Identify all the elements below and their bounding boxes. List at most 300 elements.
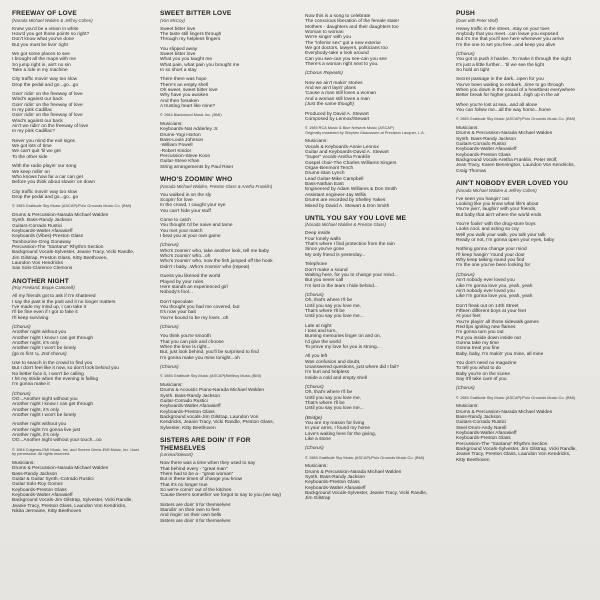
stanza	[160, 218, 287, 239]
lyric-line: Standin' on their own to feet	[160, 507, 220, 513]
lyric-line: The taste still lingers through	[160, 31, 222, 37]
lyric-line: You are my reason for living	[305, 421, 365, 427]
lyric-line: There's a woman right next to you.	[305, 62, 379, 68]
song-block	[160, 10, 287, 170]
stanza	[160, 193, 287, 214]
lyric-line: Baby, baby, I'm makin' you mine, all mine	[456, 351, 544, 357]
lyric-line: A trusting heart like mine?	[160, 104, 216, 110]
lyric-line: Ready or not, I'm gonna open your eyes, baby	[456, 238, 555, 244]
lyric-line: The conscious liberation of the female state!	[305, 19, 399, 25]
musician-line: Bass-Louis Johnson	[160, 138, 204, 144]
stanza	[456, 197, 583, 218]
musician-line: Keyboards-Walter Afanasieff	[305, 485, 366, 491]
song-block	[305, 14, 432, 209]
musician-line: Drums-Yogi Horton	[160, 132, 201, 138]
lyric-line: But you never call	[305, 278, 344, 284]
lyric-line: The "inferior sex" got a new exterior	[305, 40, 381, 46]
lyric-line: We got doctors, lawyers, politicians too	[305, 46, 388, 52]
lyric-line: And we ain't layin' plans	[305, 86, 356, 92]
songwriter-credit: (Van McCoy)	[160, 17, 185, 23]
lyric-line: There there was hope	[160, 77, 207, 83]
musician-line: Drums & Acoustic Piano-Narada Michael Walden	[160, 388, 265, 394]
musician-line: Keyboards-Walter Afanasieff	[456, 431, 517, 436]
lyric-line: You're foolin' with the drug-store boys	[456, 222, 536, 228]
lyric-line: You can follow me...all the way home...home	[456, 108, 551, 114]
lyric-line: Composed by Lennox/Stewart	[305, 116, 370, 122]
lyric-line: In the crowd, I caught your eye	[160, 203, 226, 209]
lyric-line: Everybody-take a look around	[305, 51, 369, 57]
musician-line: Synth. Bass-Randy Jackson	[160, 393, 220, 399]
stanza	[160, 47, 287, 74]
stanza	[12, 164, 139, 185]
lyric-line: Before you think about slowin' on down	[12, 180, 96, 186]
lyric-line: How'd you get those points so right?	[12, 31, 90, 37]
lyric-line: Goin' ridin' on the freeway of love	[12, 92, 83, 98]
lyric-line: We're singin' with you	[305, 35, 352, 41]
song-title: ANOTHER NIGHT	[12, 277, 69, 285]
lyric-line: (Chorus Repeats)	[305, 71, 343, 77]
lyric-line: You slipped away	[160, 46, 198, 52]
song-title: SISTERS ARE DOIN' IT FOR THEMSELVES	[160, 437, 251, 452]
lyric-line: (Bridge)	[305, 415, 323, 421]
musician-line: Drums-Stan Lynch	[305, 171, 345, 177]
lyric-line: Drop the pedal and go...go...go	[12, 194, 79, 200]
lyric-line: All my friends got to ask if I'm shattered	[12, 294, 96, 300]
lyric-line: Another night I'm gonna live just	[12, 427, 81, 433]
stanza	[305, 112, 432, 123]
lyric-line: You've been waiting to embark...time to go through	[456, 82, 564, 88]
lyric-line: Use to search in the crowd to find you	[12, 360, 93, 366]
musician-line: Jim Gilstrap	[305, 496, 331, 502]
lyric-line: Waiting here, for you to change your mind...	[305, 272, 398, 278]
lyric-line: Woman to woman	[305, 30, 344, 36]
copyright-notice	[456, 396, 583, 401]
lyric-line: Was confusion and doubt,	[305, 359, 361, 365]
song-block	[305, 215, 432, 502]
musician-line: Background vocals-Jim Gilstrap, Laundon Von	[160, 414, 259, 420]
musician-line: Jeanie Tracy, Preston Glass, Laundon Von Kendricks,	[456, 452, 571, 458]
lyric-line: Better break for higher ground...high up in the air	[456, 93, 560, 99]
lyric-line: City traffic movin' way too slow	[12, 189, 78, 195]
lyric-line: Guess you likened the world	[160, 274, 221, 280]
stanza	[456, 27, 583, 48]
lyric-line: With the radio playin' our song	[12, 164, 77, 170]
musician-credits	[12, 213, 139, 272]
lyric-line: Another night I won't be lonely	[12, 346, 77, 352]
lyric-line: Sisters are doin' it for themselves	[160, 502, 231, 508]
stanza	[305, 14, 432, 67]
copyright-notice	[160, 113, 287, 118]
lyric-line: Don't speculate	[160, 299, 193, 305]
musician-line: Keyboards-Walter Afanasieff	[12, 493, 73, 499]
song-block	[12, 10, 139, 272]
lyric-line: There had to be a - "great woman"	[160, 471, 234, 477]
lyric-line: When you down in the sound of a heartbeat everywhere	[456, 88, 575, 94]
lyric-line: (Chorus)	[456, 51, 475, 57]
lyric-line: Goin' ridin' on the freeway of love	[12, 113, 83, 119]
lyric-line: I'm gonna make you mine tonight...oh	[160, 355, 240, 361]
lyric-line: Come to catch	[160, 218, 191, 224]
copyright-line: © 1985 RCA Music & Blue Network Music (ASCAP)	[305, 125, 394, 131]
lyric-line: Telephone	[305, 262, 328, 268]
musician-line: Background Vocals-Sylvester, Jeanie Tracy, Vicki Randle,	[305, 491, 428, 497]
musician-line: Background Vocals-Jim Gilstrap, Sylvester, Vicki Randle,	[12, 498, 133, 504]
song-title: UNTIL YOU SAY YOU LOVE ME	[305, 214, 407, 222]
musician-line: Mixed by David A. Stewart & Don Smith	[305, 203, 390, 209]
musician-line: Drums & Percussion-Narada Michael Walden	[456, 131, 553, 137]
copyright-line: © 1985 Gratitude Sky Music (ASCAP)/Polo Grounds Music Co. (BMI)	[305, 454, 425, 460]
lyric-line: Played by your rules	[160, 279, 204, 285]
stanza	[305, 354, 432, 381]
lyric-line: Don't know what you've done	[12, 37, 75, 43]
lyric-line: Wind's against our back	[12, 118, 63, 124]
musician-line: Synth. Bass-Randy Jackson	[456, 136, 516, 142]
musician-line: Nikita Jermaine, Kitty Beethoven	[12, 509, 82, 515]
stanza	[12, 92, 139, 135]
lyric-line: Sisters are doin' it for themselves	[160, 518, 231, 524]
lyric-line: (Chorus)	[160, 364, 179, 370]
lyric-line: At your feet	[456, 314, 481, 320]
lyric-line: You walked in on the sly	[160, 192, 212, 198]
lyric-line: I beat you at your own game	[160, 234, 221, 240]
copyright-notice	[160, 374, 287, 379]
lyric-line: Mothers - daughters and their daughters too	[305, 24, 399, 30]
lyric-line: Like I'm gonna love you, yeah, yeah	[456, 283, 533, 289]
musician-line: Synth. Bass-Randy Jackson	[12, 218, 72, 224]
lyric-line: Inside a cold and empty shell	[305, 375, 367, 381]
copyright-line: © 1985 Gratitude Sky Music (ASCAP)/Polo Grounds Music Co. (BMI)	[12, 203, 132, 209]
musician-line: Laundon Von Hendricks	[12, 260, 63, 266]
lyric-line: When the time is right...	[160, 344, 211, 350]
musician-line: Guitar Solo-Roy Gomez	[12, 482, 63, 488]
lyric-line: That's where I'll be	[305, 401, 345, 407]
lyric-line: I've made my mind up, I can take it	[12, 304, 86, 310]
lyric-line: Wind's against our back	[12, 97, 63, 103]
stanza	[305, 231, 432, 258]
column-2	[160, 10, 287, 595]
musician-line: Musicians:	[456, 126, 479, 131]
lyric-line: What you you taught me	[160, 57, 212, 63]
lyric-line: There's an empty shell	[160, 82, 209, 88]
musician-line: Tambourine-Greg Gonaway	[12, 239, 71, 245]
lyric-line: Through my helpless fingers	[160, 37, 221, 43]
musician-line: Guitar & Guitar Synth.-Corrado Rustici	[12, 477, 94, 482]
lyric-line: And then forsaken	[160, 98, 199, 104]
lyric-line: Produced by David A. Stewart	[305, 111, 369, 117]
lyric-line: We got lots of time	[12, 144, 52, 150]
musician-line: Background Vocals-Aretha Franklin, Peter Wolf,	[456, 158, 558, 164]
lyric-line: Until you say you love me...	[305, 314, 364, 320]
song-block	[12, 278, 139, 515]
musician-line: Bass-Nathan East	[305, 182, 344, 188]
song-title: FREEWAY OF LOVE	[12, 10, 77, 17]
musician-line: Keyboards-Nat Adderley Jr.	[160, 127, 219, 133]
musician-line: Background Vocals-Sylvester, Jeanie Tracy, Vicki Randle,	[12, 250, 135, 256]
lyric-line: (go to first ¼, 2nd chorus)	[12, 351, 67, 357]
lyric-line: Sweet bitter love	[160, 26, 196, 32]
lyric-line: In my pink Cadillac	[12, 108, 53, 114]
musician-line: Musicians:	[305, 139, 328, 145]
songwriter-credit: (Narada Michael Walden & Jeffrey Cohen)	[456, 187, 537, 193]
stanza	[305, 71, 432, 76]
lyric-line: Sweet bitter love	[160, 51, 196, 57]
musician-line: Percussion-The "Santana" Rhythm Section	[456, 441, 548, 447]
lyric-line: Knew you'd be a vision in white	[12, 26, 79, 32]
lyric-line: Burning memories linger on and on,	[305, 334, 381, 340]
copyright-line: Originally mastered by Stephen Marcussen at Precision Lacquer, L.A.	[305, 129, 425, 135]
lyric-line: I'm the one you've been looking for	[456, 263, 531, 269]
musician-line: String arrangements by Paul Riser	[160, 164, 234, 170]
lyric-line: And a woman still loves a man	[305, 96, 370, 102]
lyric-line: That's where I'll be	[305, 308, 345, 314]
lyric-line: We got some places to see	[12, 51, 70, 57]
musician-line: Lead Guitar-Mike Campbell	[305, 176, 364, 182]
lyric-line: You thought I'd be naive and tame	[160, 223, 233, 229]
lyric-line: Until you say you love me,	[305, 395, 361, 401]
lyric-line: That's where I find protection from the rain	[305, 242, 395, 248]
lyric-line: I'll keep surviving	[12, 315, 49, 321]
lyric-line: Who's zoomin' who, now the fish jumped off the hook	[160, 259, 273, 265]
lyric-line: (Chorus)	[12, 391, 31, 397]
musician-credits	[160, 383, 287, 431]
lyric-line: I brought all the maps with me	[12, 57, 76, 63]
stanza	[12, 52, 139, 73]
lyric-line: Until you say you love me...	[305, 406, 364, 412]
lyric-line: We keep rollin' on	[12, 169, 50, 175]
lyric-line: I'd give the world	[305, 339, 341, 345]
column-4	[456, 10, 583, 595]
lyric-line: Gonna take my time	[456, 340, 499, 346]
lyric-line: Now we ain't makin' stories	[305, 80, 363, 86]
lyric-line: Never you mind the exit signs	[12, 138, 75, 144]
lyric-line: To tell you what to do	[456, 366, 502, 372]
lyric-line: So hold on tight	[456, 68, 490, 73]
copyright-line: © 1964 Blackwood Music Inc. (BMI)	[160, 112, 222, 118]
musician-line: Drums are recorded by Shelley Yakes	[305, 198, 386, 204]
lyric-line: Ain't nobody ever loved you	[456, 288, 515, 294]
musician-credits	[456, 126, 583, 174]
lyric-line: Don't make a sound	[305, 267, 348, 273]
lyric-line: Another night without you	[12, 422, 67, 428]
lyric-line: Who's zoomin' who, take another look, tell me baby	[160, 248, 270, 254]
musician-line: Keyboards-Preston Glass	[12, 487, 67, 493]
stanza	[305, 262, 432, 289]
stanza	[160, 334, 287, 361]
lyric-line: Oh, that's where I'll be	[305, 298, 353, 304]
stanza	[456, 361, 583, 382]
stanza	[160, 503, 287, 524]
lyric-line: (Chorus)	[305, 446, 324, 452]
copyright-notice	[456, 117, 583, 122]
lyric-line: Put you inside down inside out	[456, 335, 521, 341]
lyric-line: I'm the one to set you free...and keep you alive	[456, 42, 556, 48]
lyric-line: Can you see-can you see-can you see	[305, 56, 387, 62]
musician-line: Drums & Percussion-Narada Michael Walden	[12, 466, 109, 472]
musician-line: Sax Solo-Clarence Clemons	[12, 266, 73, 272]
lyric-line: Like I'm gonna love you, yeah, yeah	[456, 294, 533, 300]
stanza	[160, 300, 287, 321]
lyric-line: City traffic movin' way too slow	[12, 77, 78, 83]
copyright-notice	[305, 456, 432, 461]
stanza	[12, 294, 139, 321]
musician-line: Organ-Benmont Tench	[305, 166, 354, 172]
lyric-line: Another night I know I can get through	[12, 402, 94, 408]
lyric-line: It's now your bait	[160, 310, 196, 316]
stanza	[305, 385, 432, 412]
lyric-line: (Chorus)	[160, 243, 179, 249]
lyric-line: All you left	[305, 354, 328, 360]
lyric-line: Another night I won't be lonely	[12, 413, 77, 419]
stanza	[456, 103, 583, 114]
stanza	[305, 293, 432, 320]
lyric-line: Unanswered questions, just where did I fail?	[305, 365, 399, 370]
lyric-line: You can't hide your stuff	[160, 208, 211, 214]
stanza	[12, 139, 139, 160]
lyric-line: I toss and turn,	[305, 328, 337, 334]
songwriter-credit: (Narada Michael Walden & Jeffrey Cohen)	[12, 17, 93, 23]
stanza	[12, 325, 139, 357]
songwriter-credit: (Lennox/Stewart)	[160, 452, 193, 458]
musician-line: Keyboards-Walter Afanasieff	[160, 404, 221, 410]
songwriter-credit: (Duet with Peter Wolf)	[456, 17, 499, 23]
lyric-line: Anybody that you meet...can leave you exposed	[456, 31, 559, 37]
musician-line: Keyboards-Preston Glass	[456, 436, 511, 442]
stanza	[12, 190, 139, 201]
musician-line: Keyboards-Preston Glass	[160, 409, 215, 415]
stanza	[456, 247, 583, 268]
lyric-line: Ain't nobody ever loved you	[456, 278, 515, 284]
lyric-line: But baby that ain't where the world ends	[456, 212, 542, 218]
musician-line: Guitar-Corrado Rustici	[160, 398, 208, 404]
song-title: SWEET BITTER LOVE	[160, 10, 232, 17]
lyric-line: To the other side	[12, 154, 48, 160]
lyric-line: Red lips igniting new flames	[456, 324, 516, 330]
song-title: PUSH	[456, 10, 475, 17]
lyric-line: No better face it, I won't be calling	[12, 371, 84, 377]
musician-line: Synth. Bass-Randy Jackson	[305, 475, 365, 481]
lyric-line: You think you're smooth	[160, 334, 211, 340]
musician-line: Musicians:	[160, 382, 183, 388]
lyric-line: It's just a little further... 'til we see the light	[456, 62, 544, 68]
lyric-line: But in these times of change you know	[160, 477, 243, 483]
stanza	[456, 222, 583, 243]
lyric-line: Looking like you know what life's about	[456, 202, 539, 208]
lyric-line: (Chorus)	[456, 272, 475, 278]
musician-credits	[160, 122, 287, 170]
musician-line: "Super" vocals-Aretha Franklin	[305, 155, 371, 161]
lyric-line: Well you walk your walk, you talk your talk	[456, 232, 546, 238]
stanza	[456, 273, 583, 300]
lyric-line: You're bound to be my lover...oh	[160, 315, 229, 321]
lyric-line: Baby you're on the scene	[456, 371, 510, 377]
stanza	[12, 361, 139, 388]
lyric-line: But it's me that you'll see here whenever you arrive	[456, 37, 565, 43]
lyric-line: Here stands an experienced girl	[160, 284, 228, 290]
lyric-line: Why keep talking round you find	[456, 258, 525, 264]
stanza	[160, 27, 287, 43]
musician-line: Musicians:	[160, 122, 183, 127]
stanza	[305, 81, 432, 108]
musician-line: Keyboards-Preston Glass	[305, 480, 360, 486]
stanza	[12, 77, 139, 88]
lyric-line: (Chorus)	[305, 292, 324, 298]
lyric-line: Nobody's fool...	[160, 290, 193, 296]
lyric-line: Since you've gone	[305, 247, 345, 253]
musician-line: Percussion-The "Santana" Rhythm Section	[12, 244, 104, 250]
lyric-line: In your arms, I found my home	[305, 426, 371, 432]
lyric-line: Another night, it's only	[12, 407, 60, 413]
lyric-line: You're playin' all those sidewalk games	[456, 319, 539, 325]
lyric-line: But I don't feel like it now, so don't look behind you	[12, 366, 119, 372]
lyric-line: I'm gonna turn you out	[456, 330, 504, 336]
lyric-line: You met your match	[160, 228, 203, 234]
lyric-line: (Chorus)	[456, 386, 475, 392]
lyric-line: I've seen you hangin' out	[456, 196, 509, 202]
stanza	[456, 304, 583, 357]
musician-line: Drums & Percussion-Narada Michael Walden	[456, 409, 553, 415]
lyric-line: Love's waiting here for the giving,	[305, 431, 377, 437]
lyric-line: That behind every - "great man"	[160, 466, 228, 472]
lyric-line: I'm lost in the tears I hide behind...	[305, 283, 378, 289]
lyric-line: 'Cause there's somethin' we forgot to say to you (we say)	[160, 493, 282, 499]
lyric-line: Say it'll take care of you	[456, 377, 507, 382]
songwriter-credit: (Narada Michael Walden & Preston Glass)	[305, 222, 386, 228]
lyric-line: I'll be fine even if I got to fake it	[12, 310, 78, 316]
musician-credits	[305, 139, 432, 208]
lyric-line: Another night, it's only	[12, 340, 60, 346]
musician-line: Musicians:	[305, 464, 328, 470]
lyric-line: OO...Another night without your touch...oo	[12, 438, 102, 444]
lyric-line: That you can pick and choose	[160, 339, 224, 345]
musician-line: Background Vocals-Sylvester, Jim Gilstrap, Vicki Randle,	[456, 447, 577, 453]
musician-line: Jean Tracy, Karen Bennington, Laundon Von Kendricks,	[456, 163, 575, 169]
lyric-line: OO...Another night without you	[12, 397, 78, 403]
musician-line: Craig Thomas	[456, 168, 487, 174]
copyright-line: © 1985 Gratitude Sky Music (ASCAP)/Polo Grounds Music Co. (BMI)	[456, 394, 576, 400]
lyric-line: Looks cool, and acting so coy	[456, 227, 519, 233]
lyric-line: Four lonely walls	[305, 236, 341, 242]
musician-line: Guitars-Corrado Rustici	[12, 223, 63, 229]
lyric-line: Now this is a song to celebrate	[305, 14, 371, 19]
musician-line: Drums & Percussion-Narada Michael Walden	[305, 469, 402, 475]
song-block	[456, 180, 583, 463]
musician-line: Gospel choir-The Charles Williams Singers	[305, 160, 397, 166]
musician-credits	[305, 464, 432, 501]
lyric-line: That it's no longer true	[160, 482, 208, 488]
lyric-line: Deep inside	[305, 231, 331, 237]
stanza	[12, 27, 139, 48]
musician-line: Engineered by Adam Williams & Don Smith	[305, 187, 397, 193]
musician-line: Keyboards-Walter Afanasieff	[12, 228, 73, 234]
copyright-line: © 1985 Gratitude Sky Music (ASCAP)/Bellboy Music (BMI)	[160, 373, 262, 379]
lyric-line: Ain't we ridin' on the freeway of love	[12, 124, 89, 130]
column-3	[305, 10, 432, 595]
songwriter-credit: (Roy Freeland, Beppe Cantorelli)	[12, 285, 75, 291]
copyright-notice	[12, 204, 139, 209]
lyric-line: I say the past is the past and it no longer matters	[12, 299, 116, 305]
lyric-line: Don't freak out on 14th Street	[456, 303, 519, 309]
song-block	[160, 437, 287, 524]
stanza	[160, 461, 287, 498]
song-title: WHO'S ZOOMIN' WHO	[160, 176, 233, 184]
lyric-line: Now there was a time when they used to say	[160, 461, 256, 467]
lyric-line: Another night without you	[12, 330, 67, 336]
copyright-line: © 1984 Colgems-EMI Music, Inc. and Screen Gems-EMI Music, Inc. Used	[12, 446, 139, 452]
lyric-line: Until you say you love me,	[305, 303, 361, 309]
stanza	[160, 365, 287, 370]
lyric-line: Goin' ridin' on the freeway of love	[12, 102, 83, 108]
lyric-line: In so short a stay	[160, 68, 197, 73]
